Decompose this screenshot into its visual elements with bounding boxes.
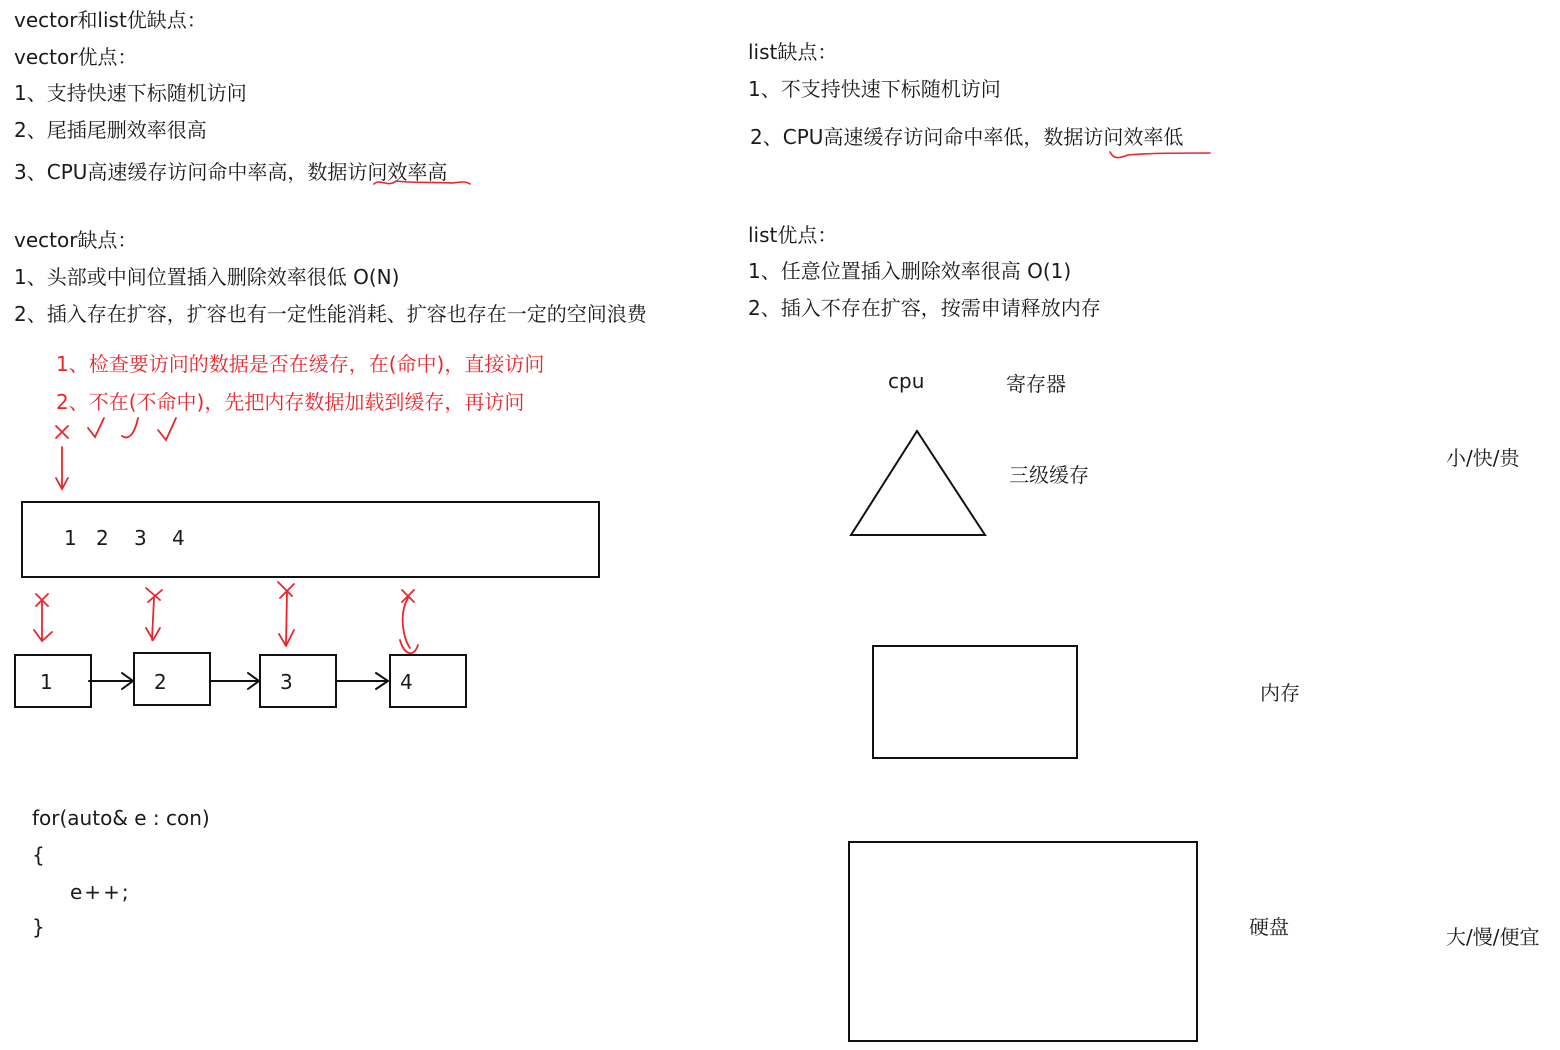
red-underlines: [374, 152, 1210, 184]
miss-mark-1: [56, 426, 68, 438]
disk-label: 硬盘: [1249, 915, 1289, 939]
code-line-4: }: [32, 915, 45, 939]
hit-mark-1: [88, 418, 104, 437]
arrow-node-3-to-4: [336, 673, 388, 689]
arrow-node-2-to-3: [211, 673, 259, 689]
code-line-1: for(auto& e : con): [32, 806, 210, 830]
code-line-3: e++;: [70, 880, 131, 904]
vector-con-2: 2、插入存在扩容，扩容也有一定性能消耗、扩容也存在一定的空间浪费: [14, 302, 647, 326]
vector-con-1: 1、头部或中间位置插入删除效率很低 O(N): [14, 265, 400, 289]
cache-note-1: 1、检查要访问的数据是否在缓存，在(命中)，直接访问: [56, 352, 545, 376]
list-node-1-value: 1: [40, 670, 53, 694]
hit-mark-3: [158, 418, 176, 440]
list-pro-2: 2、插入不存在扩容，按需申请释放内存: [748, 296, 1101, 320]
list-next-arrows: [89, 673, 388, 689]
red-hand-marks: [56, 418, 176, 489]
memory-label: 内存: [1260, 681, 1300, 705]
node-mark-1: [34, 594, 52, 641]
cpu-label: cpu: [888, 369, 925, 393]
list-node-4-value: 4: [400, 670, 413, 694]
registers-label: 寄存器: [1006, 372, 1066, 396]
node-mark-3: [278, 582, 294, 646]
list-node-2-value: 2: [154, 670, 167, 694]
list-pros-heading: list优点：: [748, 223, 838, 247]
vector-pros-heading: vector优点：: [14, 45, 138, 69]
cache-line-value-1: 1: [64, 526, 77, 550]
node-mark-2: [146, 588, 162, 640]
cache-line-value-2: 2: [96, 526, 109, 550]
cache-pyramid-triangle: [851, 431, 985, 535]
vector-cons-heading: vector缺点：: [14, 228, 138, 252]
red-node-marks: [34, 582, 418, 653]
arrow-node-1-to-2: [89, 673, 133, 689]
cache-line-value-3: 3: [134, 526, 147, 550]
cache-line-value-4: 4: [172, 526, 185, 550]
vector-pro-1: 1、支持快速下标随机访问: [14, 81, 247, 105]
bottom-traits-label: 大/慢/便宜: [1446, 925, 1540, 949]
node-mark-4: [400, 590, 418, 653]
cache-note-2: 2、不在(不命中)，先把内存数据加载到缓存，再访问: [56, 390, 525, 414]
top-traits-label: 小/快/贵: [1446, 446, 1520, 470]
vector-pro-2: 2、尾插尾删效率很高: [14, 118, 207, 142]
list-con-2: 2、CPU高速缓存访问命中率低，数据访问效率低: [750, 125, 1184, 149]
list-node-3-value: 3: [280, 670, 293, 694]
underline-list-access: [1110, 152, 1210, 158]
list-cons-heading: list缺点：: [748, 40, 838, 64]
hit-mark-2: [122, 418, 138, 437]
load-arrow-down: [56, 447, 68, 489]
l3-cache-label: 三级缓存: [1009, 463, 1089, 487]
page-title: vector和list优缺点：: [14, 8, 207, 32]
underline-vector-access: [374, 181, 470, 184]
list-con-1: 1、不支持快速下标随机访问: [748, 77, 1001, 101]
vector-pro-3: 3、CPU高速缓存访问命中率高，数据访问效率高: [14, 160, 448, 184]
code-line-2: {: [32, 843, 45, 867]
list-pro-1: 1、任意位置插入删除效率很高 O(1): [748, 259, 1072, 283]
